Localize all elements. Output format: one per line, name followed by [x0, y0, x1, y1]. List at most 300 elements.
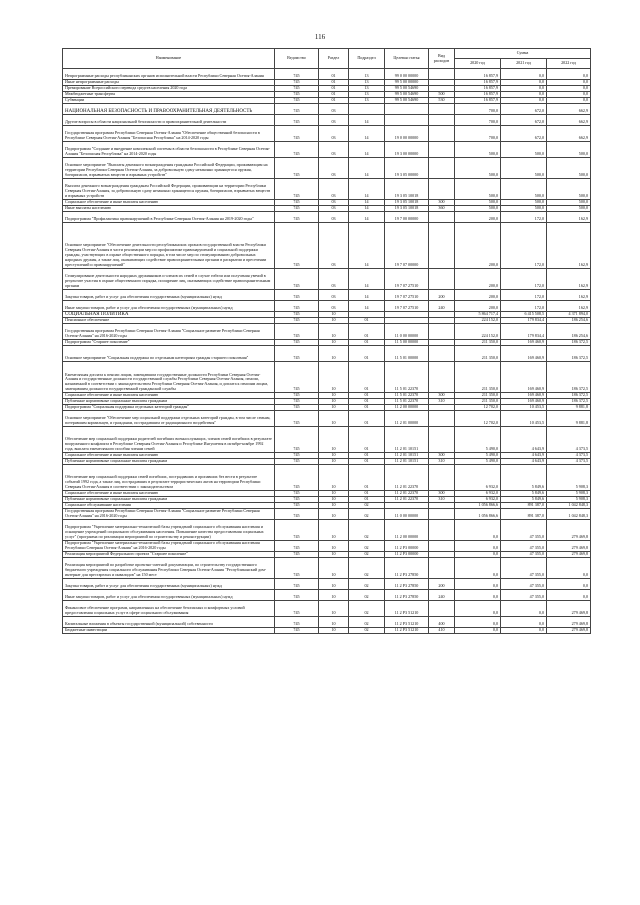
amount-2021: 4 643,9: [501, 427, 547, 453]
amount-2022: 186 254,6: [547, 318, 591, 324]
subsection-code: 01: [349, 459, 385, 465]
ministry-code: 745: [275, 552, 319, 558]
expense-type-code: 310: [429, 399, 455, 405]
section-code: 03: [319, 179, 349, 200]
amount-2022: 0,0: [547, 80, 591, 86]
section-code: 10: [319, 324, 349, 340]
table-row: [63, 465, 591, 491]
expense-type-code: 200: [429, 579, 455, 590]
table-row: [63, 290, 591, 301]
row-name: СОЦИАЛЬНАЯ ПОЛИТИКА: [63, 312, 275, 318]
target-code: 19 0 00 00000: [385, 126, 429, 142]
amount-2020: 224 152,0: [455, 324, 501, 340]
amount-2020: 200,0: [455, 223, 501, 269]
target-code: 11 2 P3 51210: [385, 601, 429, 617]
subsection-code: 01: [349, 465, 385, 491]
ministry-code: 745: [275, 80, 319, 86]
subsection-code: 01: [349, 340, 385, 346]
table-header: [63, 49, 591, 69]
row-name: Основное мероприятие "Выплаты денежного вознаграждения гражданам Российской Федерации, проживающим на территории Республики Северная Осетия-Алания, за добровольную сдачу незаконно хранящегося оружия, боеприпасов, взрывчатых веществ и взрывных устройств": [63, 158, 275, 179]
target-code: 19 7 07 00000: [385, 223, 429, 269]
ministry-code: 745: [275, 69, 319, 80]
section-code: 03: [319, 301, 349, 312]
table-row: [63, 427, 591, 453]
ministry-code: 745: [275, 362, 319, 393]
subsection-code: 14: [349, 269, 385, 290]
table-row: [63, 212, 591, 223]
expense-type-code: 360: [429, 206, 455, 212]
target-code: 11 2 P3 51210: [385, 628, 429, 634]
section-code: 03: [319, 126, 349, 142]
amount-2021: 6 415 508,5: [501, 312, 547, 318]
amount-2022: 9 881,8: [547, 405, 591, 411]
amount-2022: 186 254,6: [547, 324, 591, 340]
expense-type-code: 500: [429, 92, 455, 98]
amount-2021: 672,0: [501, 104, 547, 115]
expense-type-code: [429, 212, 455, 223]
amount-2020: 211 350,0: [455, 340, 501, 346]
ministry-code: 745: [275, 212, 319, 223]
amount-2021: 179 834,4: [501, 324, 547, 340]
subsection-code: 13: [349, 98, 385, 104]
subsection-code: 14: [349, 212, 385, 223]
section-code: 10: [319, 579, 349, 590]
table-row: [63, 301, 591, 312]
amount-2022: 186 372,5: [547, 346, 591, 362]
amount-2020: 500,0: [455, 142, 501, 158]
expense-type-code: 530: [429, 98, 455, 104]
subsection-code: 14: [349, 126, 385, 142]
table-row: [63, 411, 591, 427]
table-row: [63, 617, 591, 628]
target-code: 11 2 00 00000: [385, 405, 429, 411]
subsection-code: 02: [349, 503, 385, 509]
amount-2020: 1 056 866,6: [455, 509, 501, 520]
expense-type-code: [429, 223, 455, 269]
amount-2021: 891 387,0: [501, 503, 547, 509]
amount-2022: 500,0: [547, 142, 591, 158]
row-name: Межбюджетные трансферты: [63, 92, 275, 98]
header-name: Наименование: [63, 49, 275, 69]
amount-2021: 4 643,9: [501, 459, 547, 465]
expense-type-code: 300: [429, 200, 455, 206]
ministry-code: 745: [275, 558, 319, 579]
row-name: Публичные нормативные социальные выплаты гражданам: [63, 497, 275, 503]
section-code: 10: [319, 465, 349, 491]
row-name: Бюджетные инвестиции: [63, 628, 275, 634]
row-name: Выплата денежного вознаграждения гражданам Российской Федерации, проживающим на территории Республики Северная Осетия-Алания, за добровольную сдачу незаконно хранящегося оружия, боеприпасов, взрывчатых веществ и взрывных устройств: [63, 179, 275, 200]
ministry-code: 745: [275, 126, 319, 142]
subsection-code: 14: [349, 223, 385, 269]
amount-2020: 6 932,0: [455, 465, 501, 491]
subsection-code: 02: [349, 579, 385, 590]
section-code: 03: [319, 269, 349, 290]
amount-2020: 6 932,0: [455, 497, 501, 503]
amount-2021: 5 849,6: [501, 465, 547, 491]
expense-type-code: [429, 104, 455, 115]
amount-2020: 211 350,0: [455, 362, 501, 393]
amount-2021: 672,0: [501, 126, 547, 142]
amount-2020: 0,0: [455, 520, 501, 541]
amount-2020: 12 702,0: [455, 405, 501, 411]
page-number: 116: [314, 33, 326, 41]
row-name: Другие вопросы в области национальной безопасности и правоохранительной деятельности: [63, 115, 275, 126]
target-code: 11 0 00 00000: [385, 324, 429, 340]
target-code: 19 3 00 00000: [385, 142, 429, 158]
amount-2022: 500,0: [547, 200, 591, 206]
row-name: Непрограммные расходы республиканских органов исполнительной власти Республики Северная Осетия-Алания: [63, 69, 275, 80]
amount-2022: 500,0: [547, 206, 591, 212]
subsection-code: 01: [349, 393, 385, 399]
amount-2021: 0,0: [501, 617, 547, 628]
section-code: 10: [319, 520, 349, 541]
expense-type-code: 410: [429, 628, 455, 634]
ministry-code: 745: [275, 269, 319, 290]
row-name: Подпрограмма "Социальная поддержка отдельных категорий граждан": [63, 405, 275, 411]
amount-2021: 891 387,0: [501, 509, 547, 520]
expense-type-code: [429, 115, 455, 126]
subsection-code: 01: [349, 324, 385, 340]
amount-2022: 279 469,8: [547, 617, 591, 628]
target-code: 11 2 01 10151: [385, 453, 429, 459]
section-code: 10: [319, 617, 349, 628]
subsection-code: 01: [349, 497, 385, 503]
target-code: 11 5 01 22370: [385, 393, 429, 399]
amount-2021: 0,0: [501, 628, 547, 634]
subsection-code: 14: [349, 206, 385, 212]
ministry-code: 745: [275, 92, 319, 98]
section-code: 10: [319, 459, 349, 465]
subsection-code: 02: [349, 617, 385, 628]
header-subsection: Подраздел: [349, 49, 385, 69]
ministry-code: 745: [275, 98, 319, 104]
expense-type-code: 200: [429, 290, 455, 301]
ministry-code: 745: [275, 601, 319, 617]
ministry-code: 745: [275, 301, 319, 312]
table-row: [63, 126, 591, 142]
ministry-code: 745: [275, 465, 319, 491]
amount-2022: 0,0: [547, 579, 591, 590]
subsection-code: 14: [349, 301, 385, 312]
row-name: Основное мероприятие "Обеспечение деятельности республиканских органов государственной власти Республики Северная Осетия-Алания в части реализации мер по профилактике правонарушений и социальной поддержки граждан, участвующих в охране общественного порядка, в том числе мер по стимулированию добровольных народных дружин, а также лиц, оказывающих содействие правоохранительным органам в раскрытии и пресечении преступлений и правонарушений": [63, 223, 275, 269]
subsection-code: 02: [349, 541, 385, 552]
subsection-code: 14: [349, 200, 385, 206]
target-code: 19 7 07 27510: [385, 301, 429, 312]
subsection-code: 01: [349, 491, 385, 497]
row-name: Закупка товаров, работ и услуг для обеспечения государственных (муниципальных) нужд: [63, 290, 275, 301]
expense-type-code: 300: [429, 491, 455, 497]
target-code: 11 5 01 22370: [385, 399, 429, 405]
target-code: 11 2 00 00000: [385, 520, 429, 541]
ministry-code: 745: [275, 497, 319, 503]
amount-2020: 6 932,0: [455, 491, 501, 497]
target-code: 19 3 05 10018: [385, 200, 429, 206]
expense-type-code: [429, 324, 455, 340]
expense-type-code: 300: [429, 453, 455, 459]
row-name: Публичные нормативные социальные выплаты гражданам: [63, 459, 275, 465]
amount-2022: 500,0: [547, 179, 591, 200]
table-row: [63, 628, 591, 634]
expense-type-code: 310: [429, 459, 455, 465]
amount-2020: 1 056 866,6: [455, 503, 501, 509]
amount-2020: 16 857,9: [455, 69, 501, 80]
amount-2022: 0,0: [547, 98, 591, 104]
amount-2021: 47 355,0: [501, 552, 547, 558]
ministry-code: 745: [275, 509, 319, 520]
amount-2020: 500,0: [455, 179, 501, 200]
amount-2022: 0,0: [547, 86, 591, 92]
expense-type-code: [429, 427, 455, 453]
target-code: 11 2 P3 00000: [385, 552, 429, 558]
amount-2020: 0,0: [455, 541, 501, 552]
amount-2022: 4 371 894,0: [547, 312, 591, 318]
amount-2021: 500,0: [501, 142, 547, 158]
section-code: 03: [319, 115, 349, 126]
expense-type-code: [429, 541, 455, 552]
row-name: Премирование Всероссийского перевода средств населения 2020 года: [63, 86, 275, 92]
row-name: Основное мероприятие "Обеспечение мер социальной поддержки отдельных категорий граждан, в том числе семьям, потерявшим кормильцев, и гражданам, пострадавшим от радиационного воздействия": [63, 411, 275, 427]
header-expense-type: Вид расходов: [429, 49, 455, 69]
row-name: Реализация мероприятий Федерального проекта "Старшее поколение": [63, 552, 275, 558]
amount-2022: 500,0: [547, 158, 591, 179]
subsection-code: 02: [349, 520, 385, 541]
subsection-code: 01: [349, 427, 385, 453]
ministry-code: 745: [275, 520, 319, 541]
expense-type-code: 240: [429, 590, 455, 601]
amount-2021: 5 849,6: [501, 497, 547, 503]
ministry-code: 745: [275, 393, 319, 399]
amount-2020: 211 350,0: [455, 393, 501, 399]
section-code: 10: [319, 340, 349, 346]
row-name: Подпрограмма "Создание и внедрение комплексной системы в области безопасности в Республике Северная Осетия-Алания "Безопасная Республика" на 2014-2020 годы: [63, 142, 275, 158]
section-code: 10: [319, 590, 349, 601]
amount-2021: 500,0: [501, 206, 547, 212]
target-code: 99 5 00 54690: [385, 86, 429, 92]
expense-type-code: [429, 179, 455, 200]
subsection-code: 01: [349, 318, 385, 324]
amount-2020: 200,0: [455, 212, 501, 223]
budget-table-container: [62, 48, 590, 634]
amount-2021: 169 460,9: [501, 362, 547, 393]
amount-2021: 500,0: [501, 179, 547, 200]
amount-2022: 279 469,8: [547, 628, 591, 634]
target-code: 19 3 05 00000: [385, 158, 429, 179]
subsection-code: 14: [349, 179, 385, 200]
table-row: [63, 362, 591, 393]
amount-2020: 224 152,0: [455, 318, 501, 324]
amount-2022: 162,9: [547, 223, 591, 269]
subsection-code: 02: [349, 590, 385, 601]
table-row: [63, 324, 591, 340]
subsection-code: 01: [349, 346, 385, 362]
amount-2020: 200,0: [455, 290, 501, 301]
row-name: Стимулирование деятельности народных дружинников и членов их семей в случае гибели или получения увечий в результате участия в охране общественного порядка, поощрение лиц, оказывающих содействие правоохранительным органам: [63, 269, 275, 290]
section-code: 10: [319, 399, 349, 405]
subsection-code: 13: [349, 80, 385, 86]
target-code: [385, 104, 429, 115]
ministry-code: 745: [275, 142, 319, 158]
section-code: 03: [319, 212, 349, 223]
header-sum: Сумма: [455, 49, 591, 59]
target-code: 11 2 01 10151: [385, 459, 429, 465]
ministry-code: 745: [275, 399, 319, 405]
table-row: [63, 104, 591, 115]
amount-2022: 662,9: [547, 104, 591, 115]
amount-2022: 0,0: [547, 590, 591, 601]
row-name: НАЦИОНАЛЬНАЯ БЕЗОПАСНОСТЬ И ПРАВООХРАНИТЕЛЬНАЯ ДЕЯТЕЛЬНОСТЬ: [63, 104, 275, 115]
expense-type-code: [429, 126, 455, 142]
section-code: 01: [319, 98, 349, 104]
amount-2022: 4 373,5: [547, 427, 591, 453]
amount-2022: 186 372,5: [547, 393, 591, 399]
table-row: [63, 346, 591, 362]
row-name: Обеспечение мер социальной поддержки родителей погибших военнослужащих, членов семей погибших в результате вооруженного конфликта в Республике Северная Осетия-Алания и Республике Ингушетия в октябре-ноябре 1992 года, выплата ежемесячного пособия членам семей: [63, 427, 275, 453]
target-code: 11 2 P3 00000: [385, 541, 429, 552]
target-code: 19 7 07 27510: [385, 269, 429, 290]
row-name: Подпрограмма "Старшее поколение": [63, 340, 275, 346]
subsection-code: 14: [349, 142, 385, 158]
ministry-code: 745: [275, 200, 319, 206]
ministry-code: 745: [275, 628, 319, 634]
expense-type-code: [429, 142, 455, 158]
header-year-2022: 2022 год: [547, 59, 591, 69]
amount-2021: 169 460,9: [501, 393, 547, 399]
amount-2022: 279 469,8: [547, 541, 591, 552]
amount-2020: 211 350,0: [455, 346, 501, 362]
subsection-code: 02: [349, 601, 385, 617]
target-code: 99 5 00 00000: [385, 80, 429, 86]
row-name: Ежемесячная доплата к пенсии лицам, замещавшим государственные должности Республики Северная Осетия-Алания и государственные должности государственной службы Республики Северная Осетия-Алания, пенсии, назначенной в соответствии с законодательством Республики Северная Осетия-Алания, и доплата к пенсиям лицам, замещавшим должности государственной гражданской службы: [63, 362, 275, 393]
amount-2020: 200,0: [455, 301, 501, 312]
row-name: Иные закупки товаров, работ и услуг для обеспечения государственных (муниципальных) нужд: [63, 301, 275, 312]
section-code: 10: [319, 497, 349, 503]
amount-2022: 279 469,8: [547, 520, 591, 541]
section-code: 10: [319, 318, 349, 324]
target-code: 19 7 00 00000: [385, 212, 429, 223]
amount-2020: 16 857,9: [455, 86, 501, 92]
target-code: 11 2 01 22370: [385, 497, 429, 503]
ministry-code: 745: [275, 405, 319, 411]
ministry-code: 745: [275, 590, 319, 601]
ministry-code: 745: [275, 346, 319, 362]
table-row: [63, 558, 591, 579]
amount-2021: 500,0: [501, 158, 547, 179]
subsection-code: 02: [349, 552, 385, 558]
row-name: Основное мероприятие "Социальная поддержка по отдельным категориям граждан старшего поколения": [63, 346, 275, 362]
amount-2021: 0,0: [501, 69, 547, 80]
amount-2020: 211 350,0: [455, 399, 501, 405]
target-code: 11 2 01 00000: [385, 411, 429, 427]
amount-2021: 0,0: [501, 98, 547, 104]
amount-2022: 0,0: [547, 558, 591, 579]
subsection-code: 14: [349, 290, 385, 301]
target-code: 11 2 P3 27850: [385, 558, 429, 579]
section-code: 01: [319, 92, 349, 98]
amount-2022: 4 373,5: [547, 453, 591, 459]
row-name: Капитальные вложения в объекты государственной (муниципальной) собственности: [63, 617, 275, 628]
amount-2020: 700,0: [455, 115, 501, 126]
amount-2021: 10 453,5: [501, 411, 547, 427]
row-name: Государственная программа Республики Северная Осетия-Алания "Социальное развитие Республики Северная Осетия-Алания" на 2016-2020 годы: [63, 324, 275, 340]
section-code: 10: [319, 601, 349, 617]
table-row: [63, 601, 591, 617]
amount-2022: 279 469,8: [547, 552, 591, 558]
amount-2020: 0,0: [455, 579, 501, 590]
ministry-code: 745: [275, 459, 319, 465]
amount-2020: 5 490,0: [455, 427, 501, 453]
expense-type-code: [429, 509, 455, 520]
expense-type-code: 300: [429, 393, 455, 399]
subsection-code: [349, 104, 385, 115]
header-target: Целевая статья: [385, 49, 429, 69]
amount-2020: 0,0: [455, 617, 501, 628]
row-name: Государственная программа Республики Северная Осетия-Алания "Обеспечение общественной безопасности в Республике Северная Осетия-Алания "Безопасная Республика" на 2014-2020 годы: [63, 126, 275, 142]
amount-2022: 4 373,5: [547, 459, 591, 465]
amount-2020: 0,0: [455, 628, 501, 634]
section-code: 10: [319, 628, 349, 634]
expense-type-code: [429, 158, 455, 179]
row-name: Социальное обеспечение и иные выплаты населению: [63, 393, 275, 399]
ministry-code: 745: [275, 491, 319, 497]
subsection-code: 01: [349, 399, 385, 405]
section-code: 10: [319, 558, 349, 579]
expense-type-code: [429, 465, 455, 491]
ministry-code: 745: [275, 541, 319, 552]
header-year-2020: 2020 год: [455, 59, 501, 69]
subsection-code: 13: [349, 86, 385, 92]
amount-2021: 47 355,0: [501, 579, 547, 590]
amount-2021: 172,0: [501, 223, 547, 269]
amount-2022: 162,9: [547, 212, 591, 223]
amount-2020: 5 864 717,4: [455, 312, 501, 318]
row-name: Иные закупки товаров, работ и услуг для обеспечения государственных (муниципальных) нужд: [63, 590, 275, 601]
ministry-code: 745: [275, 427, 319, 453]
amount-2020: 16 857,9: [455, 98, 501, 104]
target-code: 19 3 05 10018: [385, 206, 429, 212]
amount-2022: 662,9: [547, 126, 591, 142]
section-code: 10: [319, 411, 349, 427]
section-code: 03: [319, 104, 349, 115]
subsection-code: 01: [349, 411, 385, 427]
ministry-code: 745: [275, 104, 319, 115]
expense-type-code: [429, 558, 455, 579]
amount-2022: 1 042 848,3: [547, 509, 591, 520]
expense-type-code: [429, 520, 455, 541]
amount-2021: 169 460,9: [501, 340, 547, 346]
ministry-code: 745: [275, 115, 319, 126]
amount-2021: 0,0: [501, 80, 547, 86]
amount-2021: 172,0: [501, 290, 547, 301]
subsection-code: 02: [349, 628, 385, 634]
expense-type-code: [429, 362, 455, 393]
header-ministry: Ведомство: [275, 49, 319, 69]
ministry-code: 745: [275, 617, 319, 628]
amount-2020: 5 490,0: [455, 453, 501, 459]
amount-2020: 700,0: [455, 126, 501, 142]
row-name: Пенсионное обеспечение: [63, 318, 275, 324]
table-row: [63, 579, 591, 590]
amount-2021: 0,0: [501, 92, 547, 98]
amount-2022: 0,0: [547, 69, 591, 80]
section-code: 10: [319, 405, 349, 411]
header-year-2021: 2021 год: [501, 59, 547, 69]
amount-2020: 16 857,9: [455, 80, 501, 86]
ministry-code: 745: [275, 324, 319, 340]
expense-type-code: 240: [429, 301, 455, 312]
section-code: 10: [319, 346, 349, 362]
target-code: 11 5 01 00000: [385, 346, 429, 362]
ministry-code: 745: [275, 86, 319, 92]
